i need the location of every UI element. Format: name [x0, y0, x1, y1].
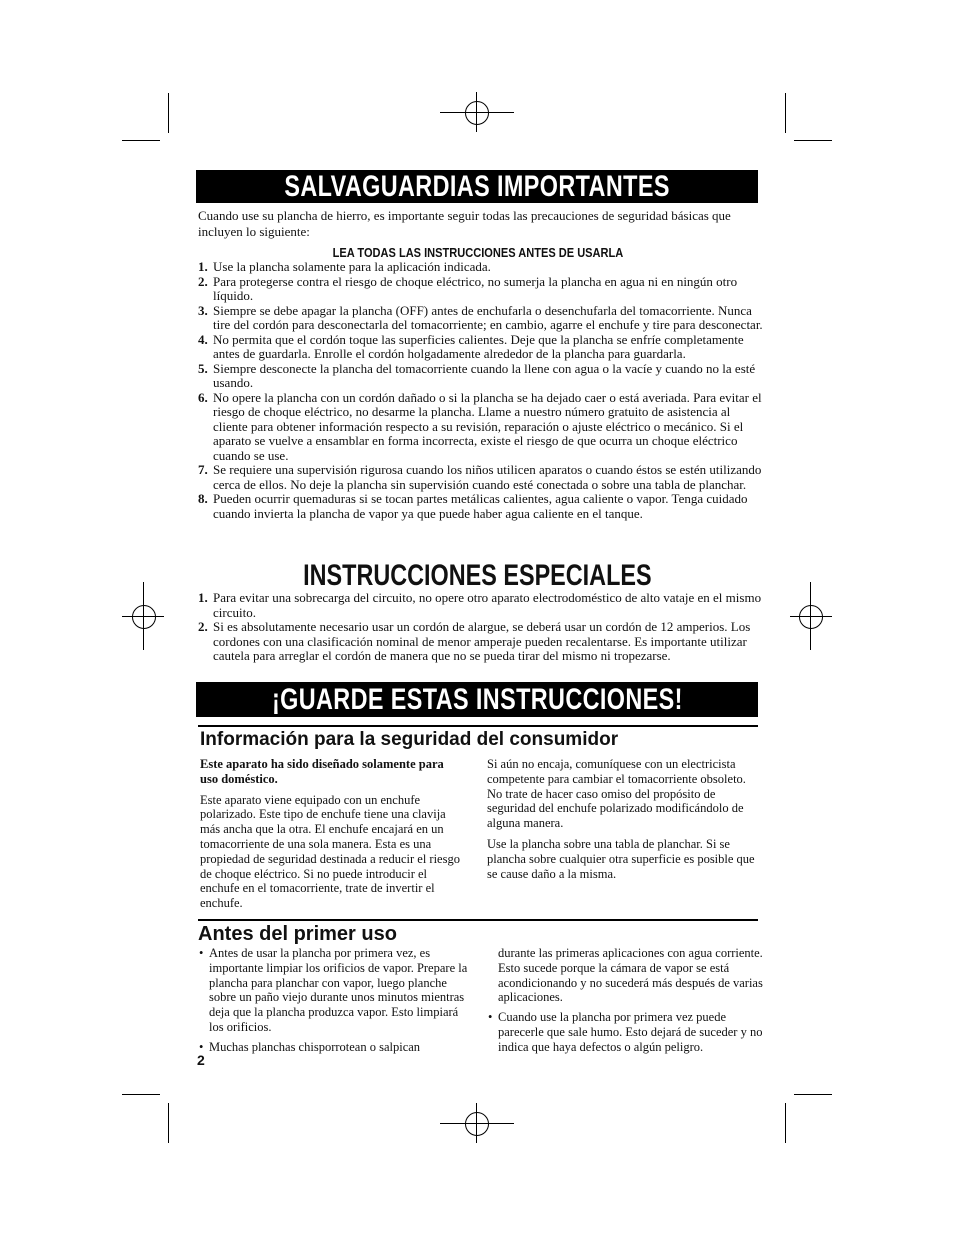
special-instructions-list	[198, 591, 764, 664]
item-text: Se requiere una supervisión rigurosa cuando los niños utilicen aparatos o cuando éstos se estén utilizando cerca de ellos. No deje la plancha sin supervisión cuando esté conectada o sobre una tabla de planchar.	[213, 462, 762, 492]
page-title: SALVAGUARDIAS IMPORTANTES	[284, 170, 670, 203]
item-text: Siempre desconecte la plancha del tomacorriente cuando la llene con agua o la vacíe y cuando no la esté usando.	[213, 360, 756, 390]
special-title-text: INSTRUCCIONES ESPECIALES	[302, 559, 652, 592]
crop-mark	[790, 616, 832, 617]
item-number: 5.	[198, 360, 208, 376]
read-all-text: LEA TODAS LAS INSTRUCCIONES ANTES DE USARLA	[332, 245, 624, 260]
continued-text: durante las primeras aplicaciones con agua corriente. Esto sucede porque la cámara de vapor se está acondicionando y no sucederá más después de varias aplicaciones.	[498, 946, 763, 1005]
crop-mark	[794, 140, 832, 141]
first-use-right-column	[488, 946, 763, 1060]
list-item	[198, 620, 764, 664]
item-number: 1.	[198, 259, 208, 274]
title-banner	[196, 170, 758, 203]
crop-mark	[168, 1103, 169, 1143]
item-number: 2.	[198, 273, 208, 289]
crop-mark	[143, 582, 144, 650]
registration-mark-icon	[132, 605, 156, 629]
section-divider	[198, 725, 758, 727]
item-number: 4.	[198, 331, 208, 347]
consumer-right-paragraph-2: Use la plancha sobre una tabla de planchar. Si se plancha sobre cualquier otra superficie es posible que se cause daño a la misma.	[487, 836, 755, 881]
item-text: Use la plancha solamente para la aplicación indicada.	[213, 259, 491, 274]
consumer-lead: Este aparato ha sido diseñado solamente para uso doméstico.	[200, 757, 444, 786]
item-text: No opere la plancha con un cordón dañado o si la plancha se ha dejado caer o está averiada. Para evitar el riesgo de choque eléctrico, no desarme la plancha. Llame a nuestro número gratuito de asistencia al cliente para obtener información respecto a su revisión, reparación o ajuste eléctrico o mecánico. Si el aparato se vuelve a ensamblar en forma incorrecta, existe el riesgo de que ocurra un choque eléctrico cuando se use.	[213, 389, 762, 463]
first-use-heading: Antes del primer uso	[198, 923, 397, 945]
consumer-right-column	[487, 757, 757, 887]
page-number: 2	[197, 1052, 205, 1068]
list-item	[198, 304, 764, 333]
item-number: 1.	[198, 590, 208, 605]
first-use-left-list	[199, 946, 474, 1055]
registration-mark-icon	[799, 605, 823, 629]
item-number: 6.	[198, 389, 208, 405]
crop-mark	[785, 93, 786, 133]
consumer-safety-heading: Información para la seguridad del consumidor	[200, 729, 619, 750]
item-text: Para evitar una sobrecarga del circuito, no opere otro aparato electrodoméstico de alto vataje en el mismo circuito.	[213, 590, 762, 620]
list-item: • Muchas planchas chisporrotean o salpican	[199, 1040, 474, 1055]
consumer-left-column	[200, 757, 462, 917]
intro-text: Cuando use su plancha de hierro, es importante seguir todas las precauciones de seguridad básicas que incluyen lo siguiente:	[198, 208, 731, 239]
item-text: Siempre se debe apagar la plancha (OFF) antes de enchufarla o desenchufarla del tomacorriente. Nunca tire del cordón para desconectarla del tomacorriente; en cambio, agarre el enchufe y tire para desconectar.	[213, 302, 763, 332]
item-number: 7.	[198, 462, 208, 477]
item-text: No permita que el cordón toque las superficies calientes. Deje que la plancha se enfríe completamente antes de guardarla. Enrolle el cordón holgadamente alrededor de la plancha para guardarla.	[213, 331, 744, 361]
save-banner-text: ¡GUARDE ESTAS INSTRUCCIONES!	[271, 683, 683, 716]
list-item	[198, 275, 764, 304]
list-item: • Cuando use la plancha por primera vez puede parecerle que sale humo. Esto dejará de suceder y no indica que haya defectos o algún peligro.	[488, 1010, 763, 1054]
crop-mark	[440, 112, 514, 113]
first-use-left-column	[199, 946, 474, 1060]
crop-mark	[794, 1094, 832, 1095]
crop-mark	[476, 92, 477, 132]
item-number: 2.	[198, 619, 208, 634]
item-text: Si es absolutamente necesario usar un cordón de alargue, se deberá usar un cordón de 12 amperios. Los cordones con una clasificación nominal de menor amperaje pueden recalentarse. Es importante utilizar cautela para arreglar el cordón de manera que no se pueda tirar del mismo ni tropezarse.	[213, 619, 751, 663]
item-text: Para protegerse contra el riesgo de choque eléctrico, no sumerja la plancha en agua ni en ningún otro líquido.	[213, 273, 738, 303]
list-item	[198, 333, 764, 362]
first-use-right-list	[488, 1010, 763, 1054]
safeguards-list	[198, 260, 764, 521]
list-item	[198, 260, 764, 275]
special-instructions-heading	[196, 560, 758, 592]
section-divider	[198, 919, 758, 921]
crop-mark	[440, 1123, 514, 1124]
item-number: 3.	[198, 302, 208, 318]
read-all-heading	[198, 245, 758, 260]
crop-mark	[168, 93, 169, 133]
item-number: 8.	[198, 491, 208, 506]
crop-mark	[785, 1103, 786, 1143]
save-instructions-banner	[196, 682, 758, 717]
crop-mark	[810, 582, 811, 650]
crop-mark	[122, 1094, 160, 1095]
consumer-right-paragraph-1: Si aún no encaja, comuníquese con un electricista competente para cambiar el tomacorriente obsoleto. No trate de hacer caso omiso del propósito de seguridad del enchufe polarizado modificándolo de alguna manera.	[487, 757, 746, 831]
registration-mark-icon	[465, 101, 489, 125]
consumer-left-paragraph: Este aparato viene equipado con un enchufe polarizado. Este tipo de enchufe tiene una clavija más ancha que la otra. El enchufe encajará en un tomacorriente de una sola manera. Esta es una propiedad de seguridad destinada a reducir el riesgo de choque eléctrico. Si no puede introducir el enchufe en el tomacorriente, trate de invertir el enchufe.	[200, 792, 460, 911]
crop-mark	[122, 140, 160, 141]
list-item	[198, 463, 764, 492]
list-item: • Antes de usar la plancha por primera vez, es importante limpiar los orificios de vapor. Prepare la plancha para planchar con vapor, luego planche sobre un paño viejo durante unos minutos mientras deja que la plancha produzca vapor. Esto limpiará los orificios.	[199, 946, 474, 1035]
list-item	[198, 362, 764, 391]
crop-mark	[476, 1103, 477, 1143]
list-item	[198, 591, 764, 620]
list-item	[198, 492, 764, 521]
list-item	[198, 391, 764, 464]
registration-mark-icon	[465, 1112, 489, 1136]
item-text: Pueden ocurrir quemaduras si se tocan partes metálicas calientes, agua caliente o vapor. Tenga cuidado cuando invierta la plancha de vapor ya que puede haber agua caliente en el tanque.	[213, 491, 748, 521]
